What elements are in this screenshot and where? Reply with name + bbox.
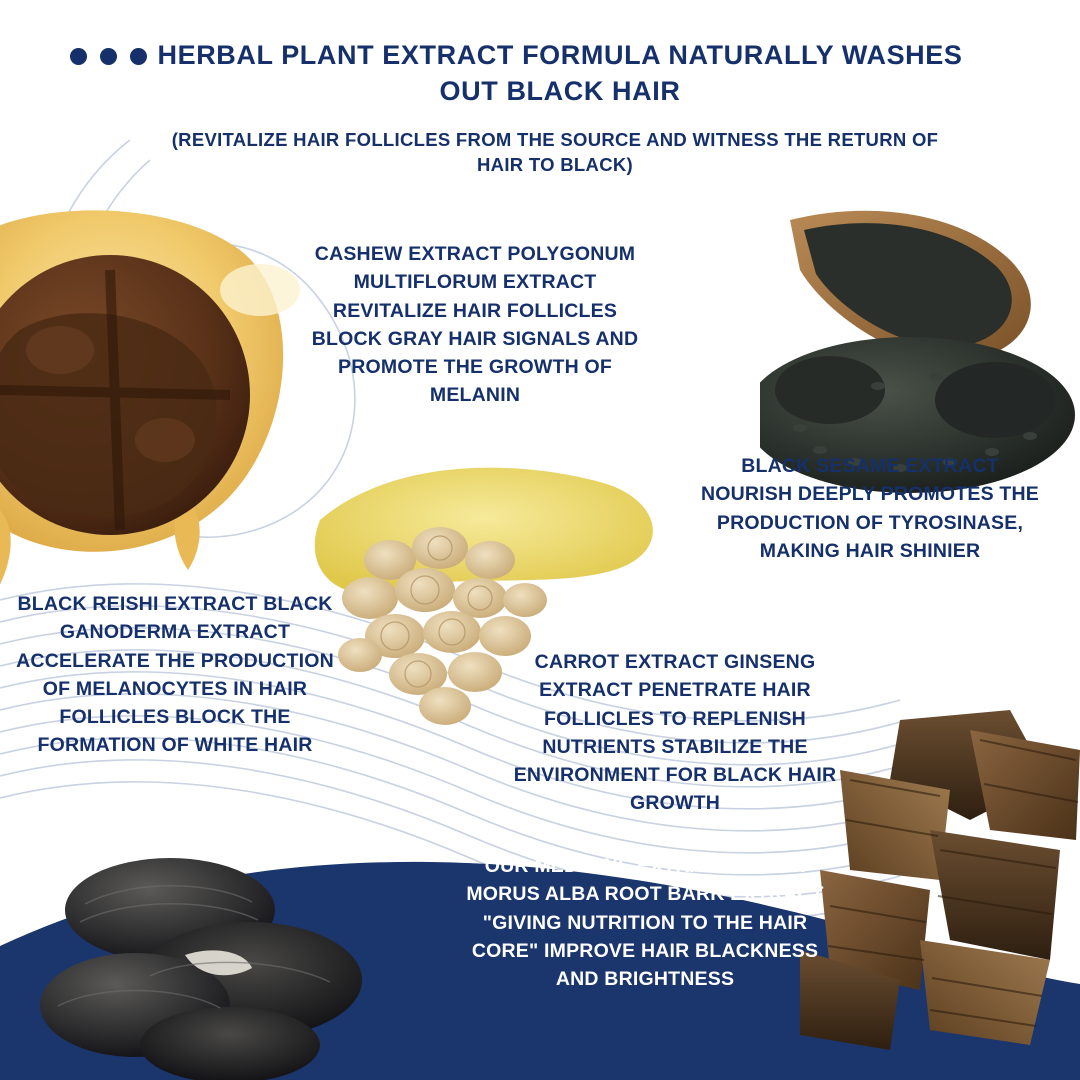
page-title: HERBAL PLANT EXTRACT FORMULA NATURALLY WASHES OUT BLACK HAIR (157, 40, 963, 106)
black-sesame-extract-text: BLACK SESAME EXTRACT NOURISH DEEPLY PROMOTES THE PRODUCTION OF TYROSINASE, MAKING HAIR SHINIER (700, 455, 1040, 562)
header-dots (70, 48, 147, 65)
medicine-extract-text: OUR MEDICINE EXTRACT BLACK MORUS ALBA ROOT BARK EXTRACT "GIVING NUTRITION TO THE HAIR CORE" IMPROVE HAIR BLACKNESS AND BRIGHTNESS (466, 855, 824, 991)
cashew-extract-text: CASHEW EXTRACT POLYGONUM MULTIFLORUM EXTRACT REVITALIZE HAIR FOLLICLES BLOCK GRAY HAIR SIGNALS AND PROMOTE THE GROWTH OF MELANIN (311, 243, 639, 407)
page-subtitle: (REVITALIZE HAIR FOLLICLES FROM THE SOURCE AND WITNESS THE RETURN OF HAIR TO BLACK) (171, 129, 939, 175)
black-ganoderma-image (40, 840, 370, 1080)
dot-icon (130, 48, 147, 65)
dot-icon (70, 48, 87, 65)
dot-icon (100, 48, 117, 65)
carrot-ginseng-extract-text: CARROT EXTRACT GINSENG EXTRACT PENETRATE HAIR FOLLICLES TO REPLENISH NUTRIENTS STABILIZE THE ENVIRONMENT FOR BLACK HAIR GROWTH (513, 651, 837, 815)
black-reishi-extract-text: BLACK REISHI EXTRACT BLACK GANODERMA EXTRACT ACCELERATE THE PRODUCTION OF MELANOCYTES IN HAIR FOLLICLES BLOCK THE FORMATION OF WHITE HAIR (16, 593, 334, 757)
